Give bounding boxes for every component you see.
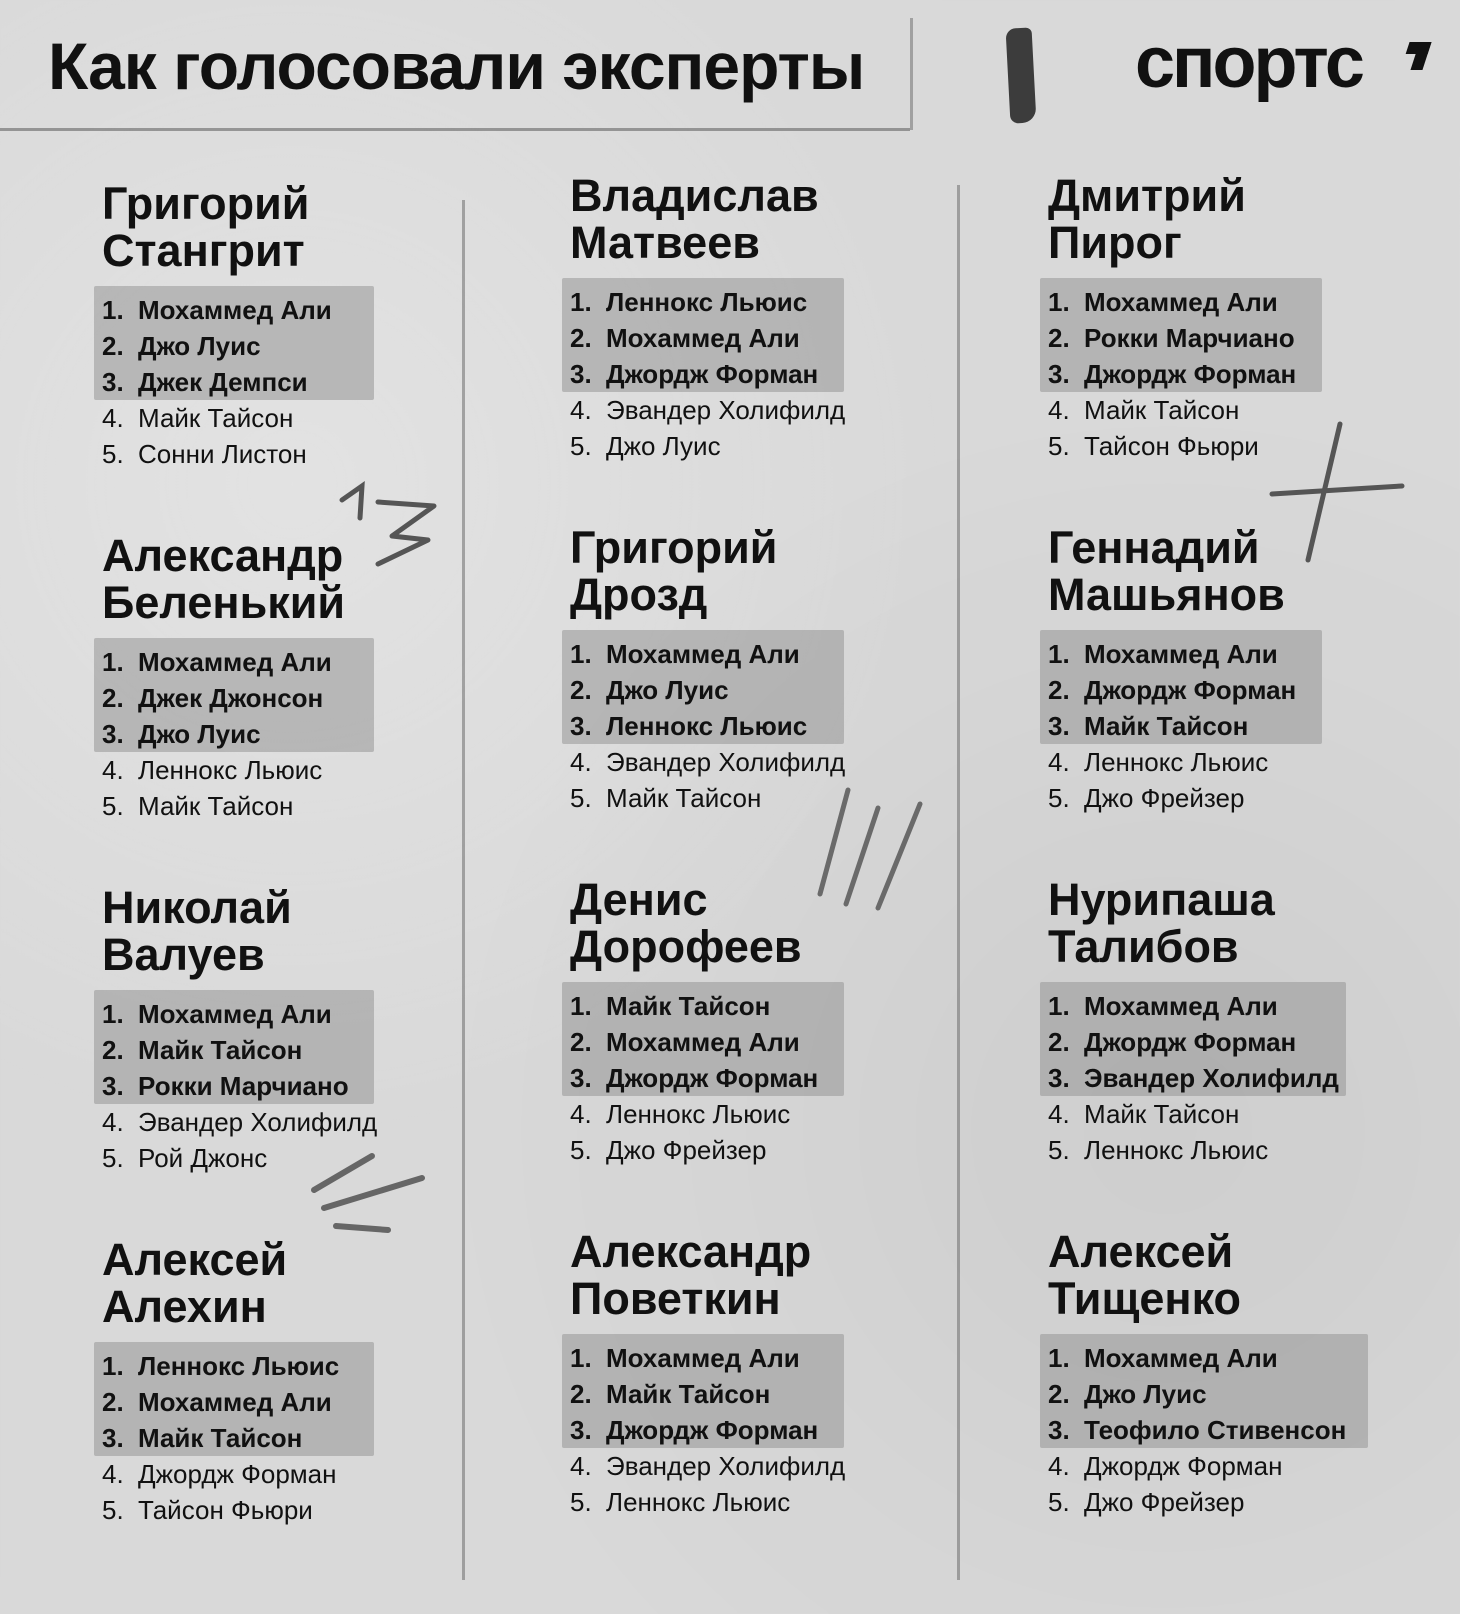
- list-item: 2. Джо Луис: [570, 675, 729, 705]
- list-item: 5. Джо Фрейзер: [570, 1135, 767, 1165]
- expert-card: [570, 1228, 990, 1580]
- vote-list: [1048, 636, 1460, 816]
- expert-card: [1048, 1228, 1460, 1580]
- list-item: 5. Джо Фрейзер: [1048, 1487, 1245, 1517]
- list-item: 3. Джордж Форман: [570, 359, 819, 389]
- expert-card: [1048, 172, 1460, 524]
- list-item: 3. Джордж Форман: [1048, 359, 1297, 389]
- list-item: 1. Мохаммед Али: [1048, 287, 1278, 317]
- vote-list: [1048, 1340, 1460, 1520]
- list-item: 4. Эвандер Холифилд: [570, 395, 846, 425]
- list-item: 5. Джо Луис: [570, 431, 721, 461]
- vote-list: [1048, 988, 1460, 1168]
- expert-card: [570, 172, 990, 524]
- list-item: 5. Рой Джонс: [102, 1143, 268, 1173]
- expert-name: Григорий Стангрит: [102, 178, 310, 276]
- vote-list: [1048, 284, 1460, 464]
- logo-tick-icon: [1400, 42, 1431, 70]
- expert-card: [1048, 876, 1460, 1228]
- expert-name: Александр Беленький: [102, 530, 346, 628]
- list-item: 1. Мохаммед Али: [1048, 991, 1278, 1021]
- list-item: 1. Мохаммед Али: [1048, 639, 1278, 669]
- list-item: 1. Майк Тайсон: [570, 991, 771, 1021]
- expert-card: [102, 532, 522, 884]
- column-3: [1048, 172, 1460, 1580]
- column-2: [570, 172, 990, 1580]
- list-item: 2. Майк Тайсон: [102, 1035, 303, 1065]
- list-item: 3. Джек Демпси: [102, 367, 308, 397]
- list-item: 3. Майк Тайсон: [1048, 711, 1249, 741]
- vote-list: [102, 292, 522, 472]
- list-item: 1. Мохаммед Али: [102, 295, 332, 325]
- expert-card: [570, 876, 990, 1228]
- list-item: 4. Эвандер Холифилд: [570, 747, 846, 777]
- list-item: 2. Майк Тайсон: [570, 1379, 771, 1409]
- list-item: 3. Теофило Стивенсон: [1048, 1415, 1347, 1445]
- expert-card: [570, 524, 990, 876]
- expert-name: Дмитрий Пирог: [1048, 170, 1246, 268]
- list-item: 1. Мохаммед Али: [570, 639, 800, 669]
- expert-card: [102, 180, 522, 532]
- list-item: 4. Джордж Форман: [102, 1459, 337, 1489]
- expert-name: Денис Дорофеев: [570, 874, 802, 972]
- list-item: 1. Мохаммед Али: [1048, 1343, 1278, 1373]
- vote-list: [102, 644, 522, 824]
- expert-card: [1048, 524, 1460, 876]
- page-title: Как голосовали эксперты: [48, 29, 865, 103]
- list-item: 1. Леннокс Льюис: [102, 1351, 340, 1381]
- list-item: 5. Майк Тайсон: [102, 791, 294, 821]
- expert-name: Григорий Дрозд: [570, 522, 778, 620]
- list-item: 2. Джордж Форман: [1048, 675, 1297, 705]
- list-item: 4. Майк Тайсон: [102, 403, 294, 433]
- list-item: 3. Джордж Форман: [570, 1063, 819, 1093]
- list-item: 2. Джек Джонсон: [102, 683, 324, 713]
- list-item: 4. Леннокс Льюис: [102, 755, 323, 785]
- list-item: 2. Мохаммед Али: [570, 1027, 800, 1057]
- list-item: 2. Мохаммед Али: [102, 1387, 332, 1417]
- vote-list: [570, 284, 990, 464]
- list-item: 5. Сонни Листон: [102, 439, 307, 469]
- list-item: 2. Джо Луис: [102, 331, 261, 361]
- list-item: 4. Майк Тайсон: [1048, 1099, 1240, 1129]
- brush-stroke-icon: [1006, 27, 1037, 123]
- vote-list: [570, 1340, 990, 1520]
- list-item: 2. Джордж Форман: [1048, 1027, 1297, 1057]
- header: [0, 0, 1460, 132]
- list-item: 3. Эвандер Холифилд: [1048, 1063, 1339, 1093]
- list-item: 5. Джо Фрейзер: [1048, 783, 1245, 813]
- list-item: 1. Мохаммед Али: [102, 647, 332, 677]
- list-item: 5. Леннокс Льюис: [1048, 1135, 1269, 1165]
- list-item: 3. Леннокс Льюис: [570, 711, 808, 741]
- list-item: 1. Леннокс Льюис: [570, 287, 808, 317]
- list-item: 4. Джордж Форман: [1048, 1451, 1283, 1481]
- list-item: 3. Джо Луис: [102, 719, 261, 749]
- list-item: 4. Эвандер Холифилд: [102, 1107, 378, 1137]
- list-item: 4. Леннокс Льюис: [570, 1099, 791, 1129]
- list-item: 4. Майк Тайсон: [1048, 395, 1240, 425]
- expert-name: Нурипаша Талибов: [1048, 874, 1275, 972]
- list-item: 3. Джордж Форман: [570, 1415, 819, 1445]
- expert-name: Владислав Матвеев: [570, 170, 819, 268]
- list-item: 2. Рокки Марчиано: [1048, 323, 1295, 353]
- vote-list: [102, 1348, 522, 1528]
- list-item: 4. Эвандер Холифилд: [570, 1451, 846, 1481]
- list-item: 1. Мохаммед Али: [102, 999, 332, 1029]
- expert-name: Геннадий Машьянов: [1048, 522, 1285, 620]
- list-item: 2. Мохаммед Али: [570, 323, 800, 353]
- vote-list: [102, 996, 522, 1176]
- list-item: 5. Тайсон Фьюри: [102, 1495, 313, 1525]
- brand-logo: спортс: [1135, 23, 1362, 103]
- list-item: 3. Майк Тайсон: [102, 1423, 303, 1453]
- vote-list: [570, 636, 990, 816]
- expert-card: [102, 1236, 522, 1588]
- list-item: 3. Рокки Марчиано: [102, 1071, 349, 1101]
- list-item: 5. Леннокс Льюис: [570, 1487, 791, 1517]
- expert-name: Николай Валуев: [102, 882, 292, 980]
- list-item: 1. Мохаммед Али: [570, 1343, 800, 1373]
- header-divider: [0, 128, 910, 131]
- list-item: 2. Джо Луис: [1048, 1379, 1207, 1409]
- expert-name: Алексей Тищенко: [1048, 1226, 1242, 1324]
- column-1: [102, 180, 522, 1588]
- list-item: 4. Леннокс Льюис: [1048, 747, 1269, 777]
- expert-name: Александр Поветкин: [570, 1226, 812, 1324]
- list-item: 5. Майк Тайсон: [570, 783, 762, 813]
- list-item: 5. Тайсон Фьюри: [1048, 431, 1259, 461]
- expert-card: [102, 884, 522, 1236]
- header-vertical-divider: [910, 18, 913, 130]
- vote-list: [570, 988, 990, 1168]
- expert-name: Алексей Алехин: [102, 1234, 288, 1332]
